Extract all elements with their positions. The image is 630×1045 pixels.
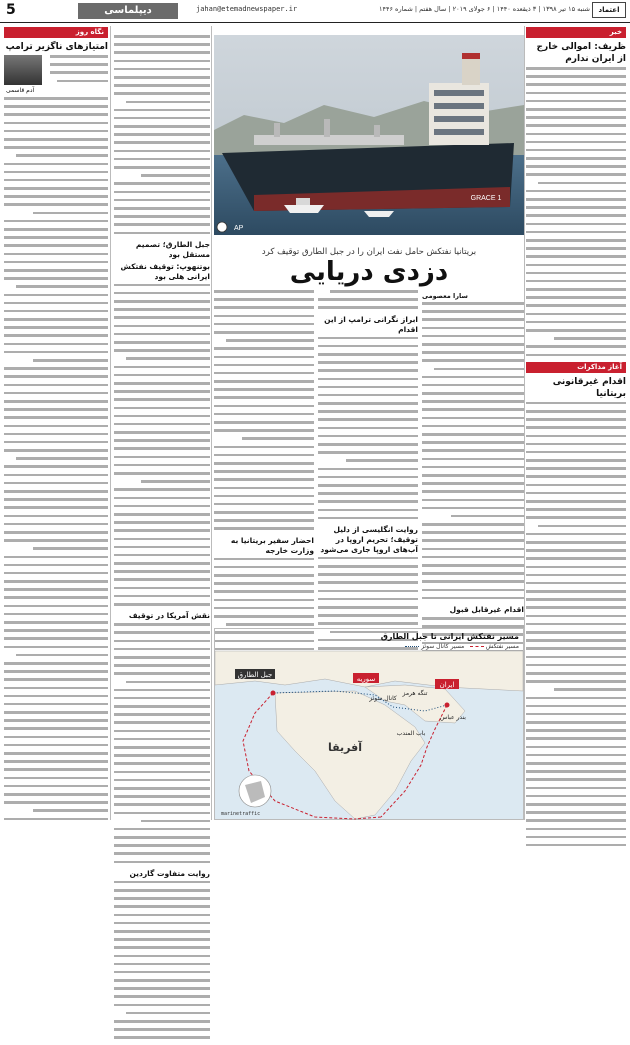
tanker-photo	[214, 35, 524, 235]
column-rule	[524, 26, 525, 820]
main-col-middle	[318, 290, 418, 680]
label-bandar: بندر عباس	[440, 714, 466, 721]
middle-subhead-1: جبل الطارق؛ تصمیم مستقل بود	[135, 239, 210, 259]
right-column	[526, 27, 626, 852]
right-title: ظریف: اموالی خارج از ایران ندارم	[536, 42, 626, 64]
main-subhead-4: احضار سفیر بریتانیا به وزارت خارجه	[230, 535, 314, 555]
newspaper-logo: اعتماد	[592, 2, 626, 18]
column-rule	[211, 26, 212, 820]
column-rule	[110, 26, 111, 820]
middle-left-column	[114, 35, 210, 1045]
author-name: آدم قاسمی	[6, 87, 35, 94]
label-africa: آفریقا	[328, 741, 362, 754]
left-column	[4, 27, 108, 826]
page-number: 5	[6, 2, 16, 18]
main-byline: سارا معصومی	[422, 292, 468, 300]
label-bab: باب المندب	[396, 730, 426, 737]
right-tag-2: آغاز مذاکرات	[526, 362, 626, 373]
route-legend-swatch	[470, 646, 484, 647]
middle-subhead-3: نقش آمریکا در توقیف	[128, 611, 210, 621]
main-subhead-1: اقدام غیرقابل قبول	[449, 604, 524, 614]
email-link[interactable]: jahan@etemadnewspaper.ir	[196, 5, 298, 13]
label-hormuz: تنگه هرمز	[402, 690, 428, 697]
photo-credit: AP	[234, 225, 244, 232]
left-tag: نگاه روز	[4, 27, 108, 38]
map-title: مسیر نفتکش ایرانی تا جبل الطارق	[380, 632, 519, 641]
dateline: شنبه ۱۵ تیر ۱۳۹۸ | ۳ ذیقعده ۱۴۴۰ | ۶ جولای ۲۰۱۹ | سال هفتم | شماره ۱۴۴۶	[379, 5, 590, 13]
main-subhead-3: روایت انگلیسی از دلیل توقیف؛ تحریم اروپا در آب‌های اروپا جاری می‌شود	[320, 524, 418, 554]
main-kicker: بریتانیا نفتکش حامل نفت ایران را در جبل الطارق توقیف کرد	[261, 247, 477, 257]
middle-subhead-2: بوتنهوپ: توقیف نفتکش ایرانی هلی بود	[120, 261, 210, 281]
main-headline-block	[214, 243, 524, 287]
label-syria: سوریه	[356, 675, 376, 683]
map-source: marinetraffic	[221, 811, 261, 817]
right-tag: خبر	[526, 27, 626, 38]
main-subhead-2: ابراز نگرانی ترامپ از این اقدام	[324, 314, 418, 334]
ship-name: GRACE 1	[470, 195, 502, 202]
label-suez: کانال سوئز	[369, 695, 397, 702]
alt-legend-swatch	[405, 646, 419, 647]
label-gibraltar: جبل الطارق	[237, 671, 273, 679]
page-header	[0, 0, 630, 22]
section-label: دیپلماسی	[78, 3, 178, 19]
header-rule	[0, 22, 630, 23]
author-photo	[4, 55, 42, 85]
middle-subhead-4: روایت متفاوت گاردین	[129, 868, 210, 878]
route-map	[214, 628, 524, 820]
map-legend-alt: مسیر کانال سوئز	[421, 643, 465, 650]
map-legend-route: مسیر نفتکش	[485, 643, 519, 650]
main-title: دزدی دریایی	[289, 257, 449, 287]
left-title: امتیازهای ناگزیر ترامپ	[5, 42, 108, 52]
label-iran: ایران	[439, 681, 455, 689]
right-title-2: اقدام غیرقانونی بریتانیا	[552, 376, 626, 399]
